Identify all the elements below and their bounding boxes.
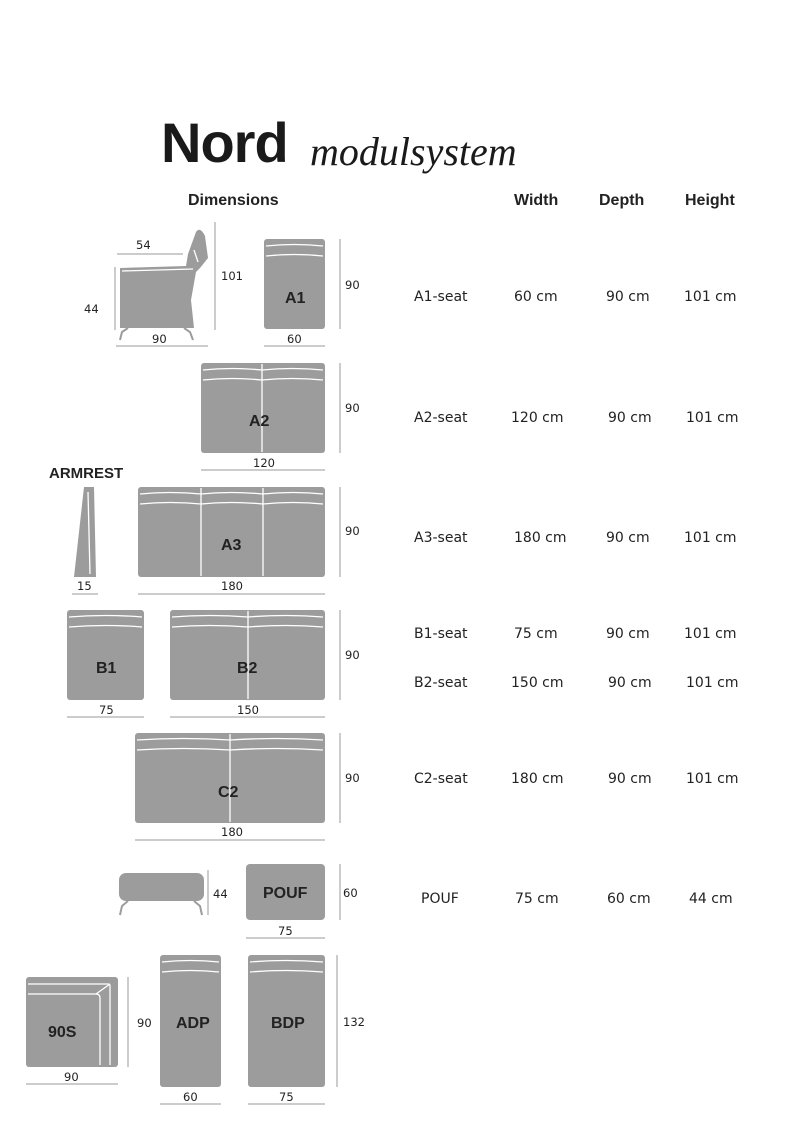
row-name: C2-seat [414,771,468,787]
row-depth: 90 cm [608,771,652,787]
row-height: 44 cm [689,891,733,907]
row-depth: 90 cm [608,410,652,426]
b2-module [170,610,360,717]
dim-a2-width: 120 [253,456,275,470]
a1-module [264,239,360,346]
row-depth: 90 cm [606,530,650,546]
row-width: 60 cm [514,289,558,305]
brand-subtitle: modulsystem [310,129,517,174]
header-dimensions: Dimensions [188,192,279,209]
header-depth: Depth [599,192,645,209]
adp-label: ADP [176,1015,210,1032]
row-height: 101 cm [684,626,737,642]
header-height: Height [685,192,735,209]
dim-b1-width: 75 [99,703,114,717]
dim-a1-width: 60 [287,332,302,346]
row-name: A3-seat [414,530,468,546]
row-name: POUF [421,891,459,907]
a3-label: A3 [221,537,242,554]
row-height: 101 cm [684,530,737,546]
armrest-module [72,487,98,594]
row-depth: 90 cm [608,675,652,691]
bdp-label: BDP [271,1015,305,1032]
b2-label: B2 [237,660,258,677]
dim-seat-depth: 54 [136,238,151,252]
row-height: 101 cm [684,289,737,305]
adp-module [160,955,221,1104]
dim-a3-depth: 90 [345,524,360,538]
row-name: A1-seat [414,289,468,305]
a2-label: A2 [249,413,270,430]
header-width: Width [514,192,559,209]
row-depth: 90 cm [606,289,650,305]
dim-bdp-width: 75 [279,1090,294,1104]
row-name: B1-seat [414,626,468,642]
brand-title: Nord [161,111,288,174]
dim-c2-width: 180 [221,825,243,839]
row-height: 101 cm [686,410,739,426]
row-width: 75 cm [514,626,558,642]
c2-module [135,733,360,840]
row-width: 180 cm [514,530,567,546]
b1-label: B1 [96,660,117,677]
dim-armrest-width: 15 [77,579,92,593]
a3-module [138,487,360,594]
dim-pouf-depth: 60 [343,886,358,900]
dim-bdp-depth: 132 [343,1015,365,1029]
dim-pouf-height: 44 [213,887,228,901]
row-width: 120 cm [511,410,564,426]
dim-s90-depth: 90 [137,1016,152,1030]
dim-adp-width: 60 [183,1090,198,1104]
row-height: 101 cm [686,675,739,691]
row-depth: 90 cm [606,626,650,642]
row-width: 150 cm [511,675,564,691]
bdp-module [248,955,365,1104]
dim-a1-depth: 90 [345,278,360,292]
dim-side-depth: 90 [152,332,167,346]
row-width: 75 cm [515,891,559,907]
dim-b-depth: 90 [345,648,360,662]
b1-module [67,610,144,717]
dim-s90-width: 90 [64,1070,79,1084]
dim-seat-height: 44 [84,302,99,316]
pouf-module [246,864,358,938]
dim-pouf-width: 75 [278,924,293,938]
dim-height: 101 [221,269,243,283]
c2-label: C2 [218,784,239,801]
row-height: 101 cm [686,771,739,787]
s90-label: 90S [48,1024,77,1041]
a1-label: A1 [285,290,306,307]
pouf-side-view [119,870,228,915]
row-depth: 60 cm [607,891,651,907]
armrest-label: ARMREST [49,465,124,482]
dim-a3-width: 180 [221,579,243,593]
a2-module [201,363,360,470]
dim-a2-depth: 90 [345,401,360,415]
s90-module [26,977,152,1084]
pouf-label: POUF [263,885,308,902]
a1-side-view [84,222,243,346]
dim-b2-width: 150 [237,703,259,717]
dim-c2-depth: 90 [345,771,360,785]
row-name: B2-seat [414,675,468,691]
row-name: A2-seat [414,410,468,426]
row-width: 180 cm [511,771,564,787]
